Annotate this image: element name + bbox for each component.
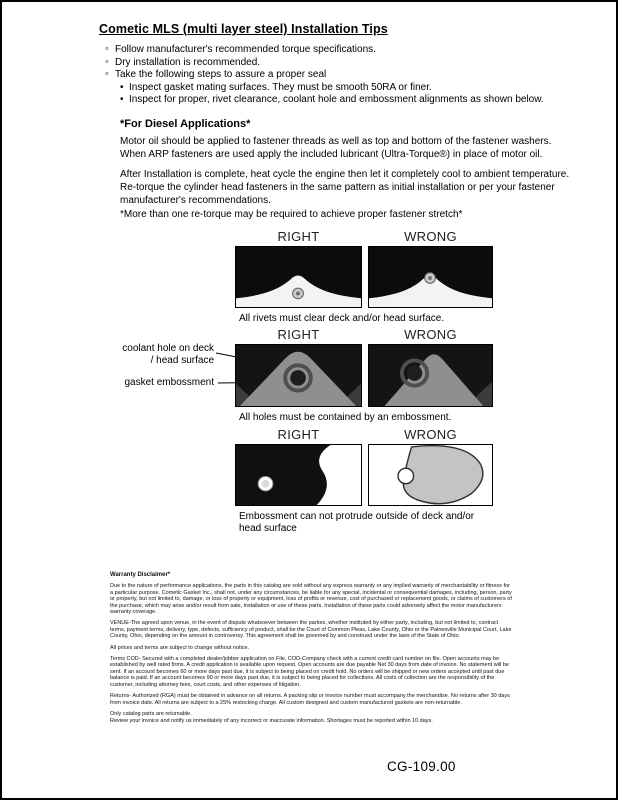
caption-embossment: All holes must be contained by an embossment. — [239, 412, 452, 423]
disclaimer-paragraph: Only catalog parts are returnable. — [110, 710, 192, 717]
disclaimer-paragraph: Terms COD- Secured with a completed dealer/jobber application on File, COD-Company check with a current credit card number on file. Open accounts may be established by well rated firms. A credit application is available upon request. Open accounts are due payable Net 30 days from date of invoice. No statement will be sent. If an account becomes 60 or more days past due, it is subject to being placed on credit hold. No orders will be shipped or new orders accepted until past due balance is paid. If an account becomes 90 or more days past due, it is subject to being placed for collections. All costs of collection are the responsibility of the customer, including attorney fees, court costs, and other expenses of litigation. — [110, 656, 509, 688]
wrong-label-row3: WRONG — [404, 427, 457, 442]
page-title: Cometic MLS (multi layer steel) Installation Tips — [99, 22, 388, 36]
document-number: CG-109.00 — [387, 759, 456, 774]
figure-rivet-wrong — [368, 246, 493, 308]
figure-protrusion-wrong — [368, 444, 493, 506]
disclaimer-paragraph: VENUE-The agreed upon venue, in the event of dispute whatsoever between the parties, whether instituted by either party, including, but not limited to, contract terms, payment terms, delivery, type, defects, sufficiency of product, shall be the Court of Common Pleas, Lake County, Ohio or the Painesville Municipal Court, Lake County, Ohio, depending on the amount in controversy. This agreement shall be governed by and construed under the laws of the State of Ohio. — [110, 620, 512, 640]
caption-protrusion: Embossment can not protrude outside of deck and/or head surface — [239, 511, 475, 534]
figure-embossment-wrong — [368, 344, 493, 407]
rivet-wrong-illustration — [369, 247, 492, 307]
coolant-hole-icon — [290, 370, 306, 385]
right-label-row3: RIGHT — [277, 427, 320, 442]
protrusion-wrong-illustration — [369, 445, 492, 505]
figure-embossment-right — [235, 344, 362, 407]
sub-tip-item: • Inspect for proper, rivet clearance, coolant hole and embossment alignments as shown below. — [120, 94, 575, 107]
tip-item: ◦ Follow manufacturer's recommended torque specifications. — [105, 44, 575, 57]
protruding-embossment-icon — [398, 468, 413, 483]
wrong-label-row2: WRONG — [404, 327, 457, 342]
wrong-label-row1: WRONG — [404, 229, 457, 244]
embossment-wrong-illustration — [369, 345, 492, 406]
figure-protrusion-right — [235, 444, 362, 506]
diesel-paragraph-oil: Motor oil should be applied to fastener threads as well as top and bottom of the fastener washers. When ARP fasteners are used apply the included lubricant (Ultra-Torque®) in place of motor oil. — [120, 136, 552, 160]
protrusion-right-illustration — [236, 445, 361, 505]
disclaimer-heading: Warranty Disclaimer* — [110, 572, 171, 578]
rivet-right-illustration — [236, 247, 361, 307]
diesel-applications-heading: *For Diesel Applications* — [120, 118, 251, 130]
tips-list — [105, 44, 575, 107]
disclaimer-paragraph: Due to the nature of performance applications, the parts in this catalog are sold without any express warranty or any implied warranty of merchantability or fitness for a particular purpose. Cometic Gasket Inc., shall not, under any circumstances, be liable for any special, incidental or consequential damages, including, person, party or property, but not limited to, damage, or loss of property or equipment, loss of profits or revenue, cost of purchased or replacement goods, or claims of customers of the purchase, which may arise and/or result from sale, installation or use of these parts. Installation of these parts could adversely affect the motor manufacturers warranty coverage. — [110, 583, 512, 616]
caption-rivets: All rivets must clear deck and/or head surface. — [239, 313, 445, 324]
right-label-row1: RIGHT — [277, 229, 320, 244]
sub-tip-item: • Inspect gasket mating surfaces. They must be smooth 50RA or finer. — [120, 82, 575, 95]
retorque-note: *More than one re-torque may be required to achieve proper fastener stretch* — [120, 209, 463, 220]
embossment-right-illustration — [236, 345, 361, 406]
tip-item: ◦ Take the following steps to assure a proper seal — [105, 69, 575, 82]
figure-rivet-right — [235, 246, 362, 308]
coolant-hole-icon — [407, 365, 422, 380]
annotation-coolant-hole: coolant hole on deck / head surface — [122, 343, 214, 366]
diesel-paragraph-retorque: After Installation is complete, heat cycle the engine then let it completely cool to ambient temperature. Re-torque the cylinder head fasteners in the same pattern as initial installation or per your fastener manufacturer's recommendations. — [120, 169, 570, 206]
tip-item: ◦ Dry installation is recommended. — [105, 57, 575, 70]
disclaimer-paragraph: Review your invoice and notify us immediately of any incorrect or inaccurate information. Shortages must be reported within 10 days. — [110, 718, 433, 725]
annotation-gasket-embossment: gasket embossment — [124, 377, 214, 388]
warranty-disclaimer — [110, 572, 514, 730]
disclaimer-paragraph: All prices and terms are subject to change without notice. — [110, 644, 250, 651]
disclaimer-paragraph: Returns- Authorized (RGA) must be obtained in advance on all returns. A packing slip or invoice number must accompany the merchandise. No returns after 30 days from invoice date. All returns are subject to a 25% restocking charge. All custom designed and custom manufactured gaskets are non-returnable. — [110, 693, 510, 706]
right-label-row2: RIGHT — [277, 327, 320, 342]
